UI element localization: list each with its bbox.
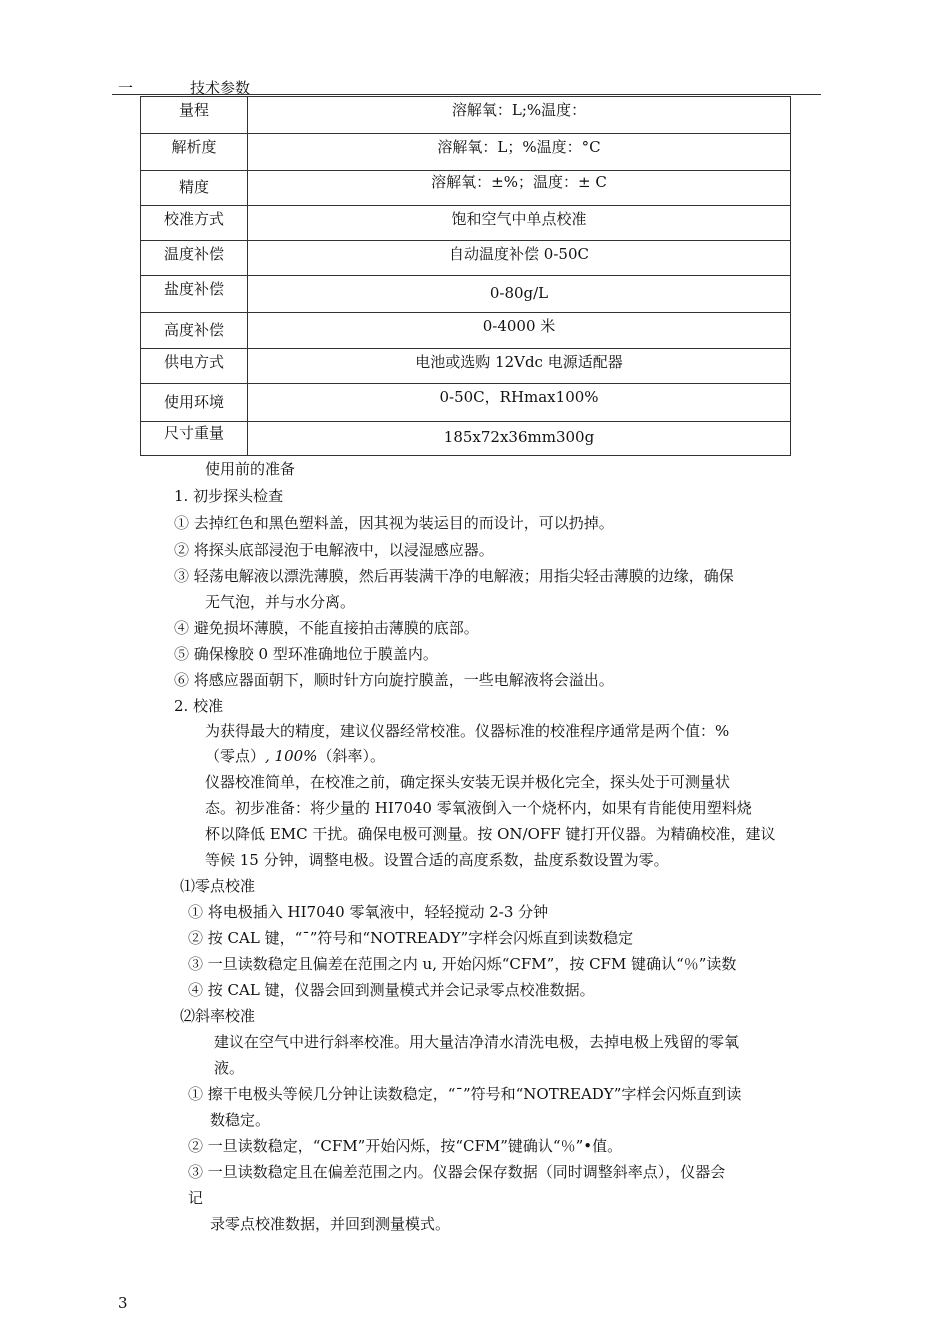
zero-point-text: （零点） [205, 747, 266, 765]
paragraph-line: 态。初步准备：将少量的 HI7040 零氧液倒入一个烧杯内，如果有肯能使用塑料烧 [205, 799, 752, 817]
spec-value: 0-50C，RHmax100% [248, 384, 791, 422]
paragraph-line: 建议在空气中进行斜率校准。用大量洁净清水清洗电极，去掉电极上残留的零氧 [214, 1033, 740, 1051]
spec-value: 饱和空气中单点校准 [248, 206, 791, 241]
table-row [141, 241, 791, 276]
spec-key: 尺寸重量 [141, 422, 248, 456]
header-rule [112, 94, 821, 95]
slope-text: （斜率）。 [317, 747, 385, 765]
page-number: 3 [118, 1294, 128, 1312]
list-item: ① 去掉红色和黑色塑料盖，因其视为装运目的而设计，可以扔掉。 [174, 514, 614, 532]
list-item: ③ 轻荡电解液以漂洗薄膜，然后再装满干净的电解液；用指尖轻击薄膜的边缘，确保 [174, 567, 734, 585]
spec-value: 溶解氧：±%；温度：± C [248, 171, 791, 206]
list-item: ⑤ 确保橡胶 0 型环准确地位于膜盖内。 [174, 645, 438, 663]
spec-key: 使用环境 [141, 384, 248, 422]
section-title: 技术参数 [190, 79, 251, 97]
spec-value: 溶解氧：L；%温度：°C [248, 134, 791, 171]
spec-key: 盐度补偿 [141, 276, 248, 313]
spec-key: 精度 [141, 171, 248, 206]
slope-value-text: , 100% [265, 747, 318, 765]
list-item: ③ 一旦读数稳定且偏差在范围之内 u, 开始闪烁“CFM”，按 CFM 键确认“％”读数 [188, 955, 737, 973]
paragraph-line: 液。 [214, 1059, 245, 1077]
list-item-continuation: 录零点校准数据，并回到测量模式。 [210, 1215, 451, 1233]
spec-value: 185x72x36mm300g [248, 422, 791, 456]
list-item: ⑥ 将感应器面朝下，顺时针方向旋拧膜盖，一些电解液将会溢出。 [174, 671, 614, 689]
list-item: ① 擦干电极头等候几分钟让读数稳定，“ˉ”符号和“NOTREADY”字样会闪烁直到读 [188, 1085, 742, 1103]
section-1-title: 1. 初步探头检查 [174, 487, 284, 505]
list-item-continuation: 记 [188, 1189, 204, 1207]
spec-key: 量程 [141, 97, 248, 134]
table-row [141, 206, 791, 241]
calibration-intro: 为获得最大的精度，建议仪器经常校准。仪器标准的校准程序通常是两个值：% [205, 722, 730, 740]
paragraph-line: 杯以降低 EMC 干扰。确保电极可测量。按 ON/OFF 键打开仪器。为精确校准，建议 [205, 825, 776, 843]
table-row [141, 97, 791, 134]
paragraph-line: 仪器校准简单，在校准之前，确定探头安装无误并极化完全，探头处于可测量状 [205, 773, 731, 791]
section-2-title: 2. 校准 [174, 697, 224, 715]
list-item: ② 一旦读数稳定，“CFM”开始闪烁，按“CFM”键确认“％”•值。 [188, 1137, 623, 1155]
spec-value: 自动温度补偿 0-50C [248, 241, 791, 276]
spec-key: 解析度 [141, 134, 248, 171]
spec-value: 溶解氧：L;%温度： [248, 97, 791, 134]
spec-key: 高度补偿 [141, 313, 248, 349]
table-row [141, 313, 791, 349]
list-item: ④ 避免损坏薄膜，不能直接拍击薄膜的底部。 [174, 619, 479, 637]
table-row [141, 422, 791, 456]
spec-key: 校准方式 [141, 206, 248, 241]
spec-table [140, 96, 791, 456]
list-item-continuation: 数稳定。 [210, 1111, 271, 1129]
prep-title: 使用前的准备 [205, 460, 296, 478]
spec-key: 供电方式 [141, 349, 248, 384]
table-row [141, 134, 791, 171]
spec-value: 0-80g/L [248, 276, 791, 313]
section-number: 一 [118, 79, 134, 97]
list-item: ② 按 CAL 键，“ˉ”符号和“NOTREADY”字样会闪烁直到读数稳定 [188, 929, 634, 947]
table-row [141, 349, 791, 384]
slope-calibration-title: ⑵斜率校准 [180, 1007, 256, 1025]
list-item: ① 将电极插入 HI7040 零氧液中，轻轻搅动 2-3 分钟 [188, 903, 549, 921]
zero-calibration-title: ⑴零点校准 [180, 877, 256, 895]
calibration-intro-cont [205, 745, 385, 766]
spec-value: 电池或选购 12Vdc 电源适配器 [248, 349, 791, 384]
paragraph-line: 等候 15 分钟，调整电极。设置合适的高度系数，盐度系数设置为零。 [205, 851, 669, 869]
list-item-continuation: 无气泡，并与水分离。 [205, 593, 356, 611]
table-row [141, 171, 791, 206]
list-item: ④ 按 CAL 键，仪器会回到测量模式并会记录零点校准数据。 [188, 981, 595, 999]
table-row [141, 384, 791, 422]
table-row [141, 276, 791, 313]
list-item: ③ 一旦读数稳定且在偏差范围之内。仪器会保存数据（同时调整斜率点），仪器会 [188, 1163, 726, 1181]
list-item: ② 将探头底部浸泡于电解液中，以浸湿感应器。 [174, 541, 494, 559]
spec-value: 0-4000 米 [248, 313, 791, 349]
spec-key: 温度补偿 [141, 241, 248, 276]
